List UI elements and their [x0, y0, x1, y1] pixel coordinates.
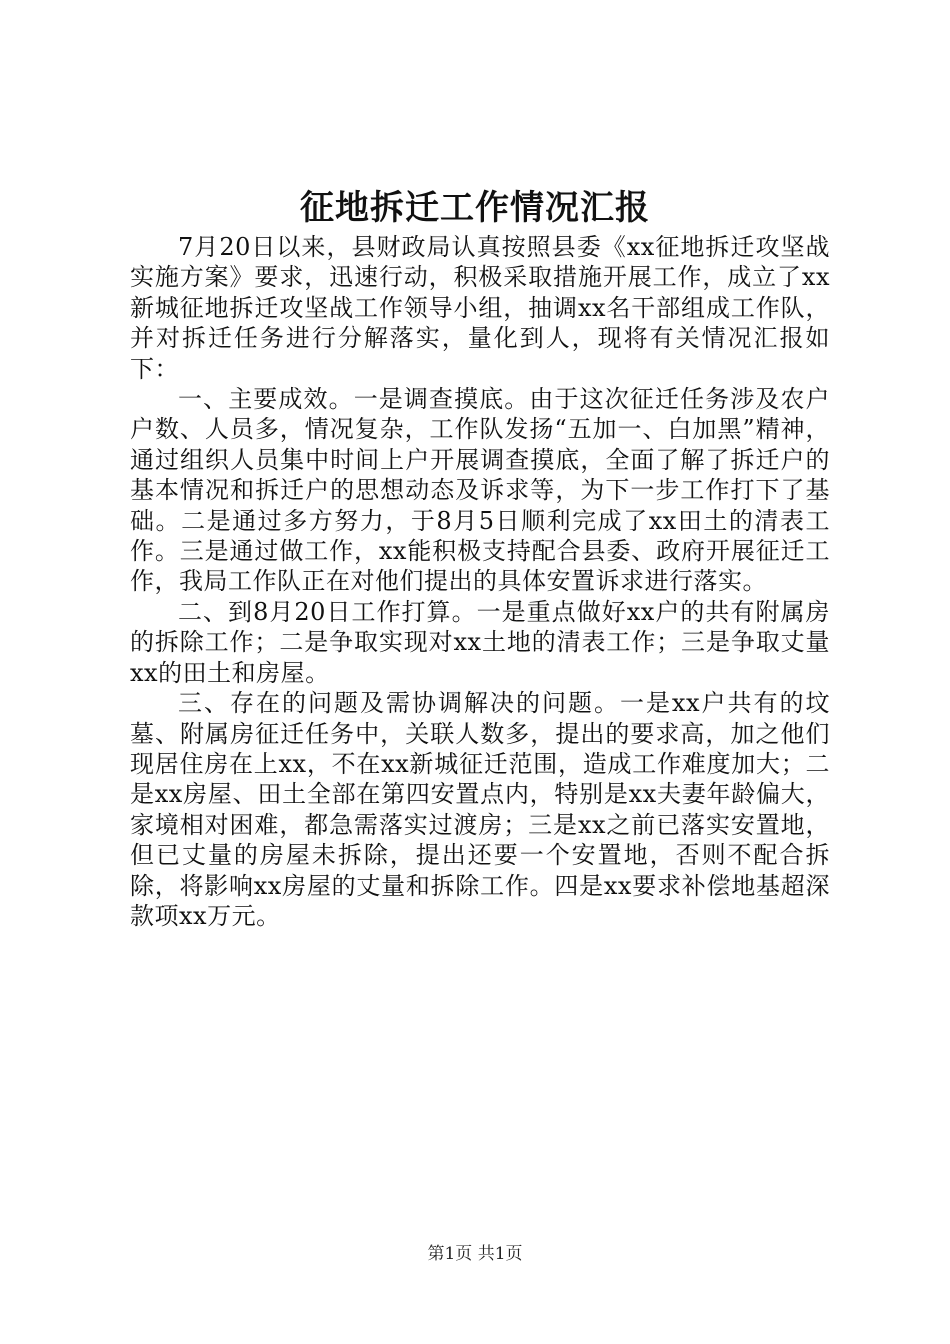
paragraph-intro: 7月20日以来，县财政局认真按照县委《xx征地拆迁攻坚战实施方案》要求，迅速行动，积极采取措施开展工作，成立了xx新城征地拆迁攻坚战工作领导小组，抽调xx名干部组成工作队，并对拆迁任务进行分解落实，量化到人，现将有关情况汇报如下： [130, 233, 830, 383]
paragraph-main-results: 一、主要成效。一是调查摸底。由于这次征迁任务涉及农户户数、人员多，情况复杂，工作队发扬“五加一、白加黑”精神，通过组织人员集中时间上户开展调查摸底，全面了解了拆迁户的基本情况和拆迁户的思想动态及诉求等，为下一步工作打下了基础。二是通过多方努力，于8月5日顺利完成了xx田土的清表工作。三是通过做工作，xx能积极支持配合县委、政府开展征迁工作，我局工作队正在对他们提出的具体安置诉求进行落实。 [130, 385, 830, 596]
paragraph-problems: 三、存在的问题及需协调解决的问题。一是xx户共有的坟墓、附属房征迁任务中，关联人数多，提出的要求高，加之他们现居住房在上xx，不在xx新城征迁范围，造成工作难度加大；二是xx房屋、田土全部在第四安置点内，特别是xx夫妻年龄偏大，家境相对困难，都急需落实过渡房；三是xx之前已落实安置地，但已丈量的房屋未拆除，提出还要一个安置地，否则不配合拆除，将影响xx房屋的丈量和拆除工作。四是xx要求补偿地基超深款项xx万元。 [130, 689, 830, 930]
document-title: 征地拆迁工作情况汇报 [300, 188, 650, 228]
page-footer: 第1页 共1页 [427, 1244, 523, 1264]
paragraph-work-plan: 二、到8月20日工作打算。一是重点做好xx户的共有附属房的拆除工作；二是争取实现对xx土地的清表工作；三是争取丈量xx的田土和房屋。 [130, 597, 830, 687]
document-body [130, 232, 830, 931]
